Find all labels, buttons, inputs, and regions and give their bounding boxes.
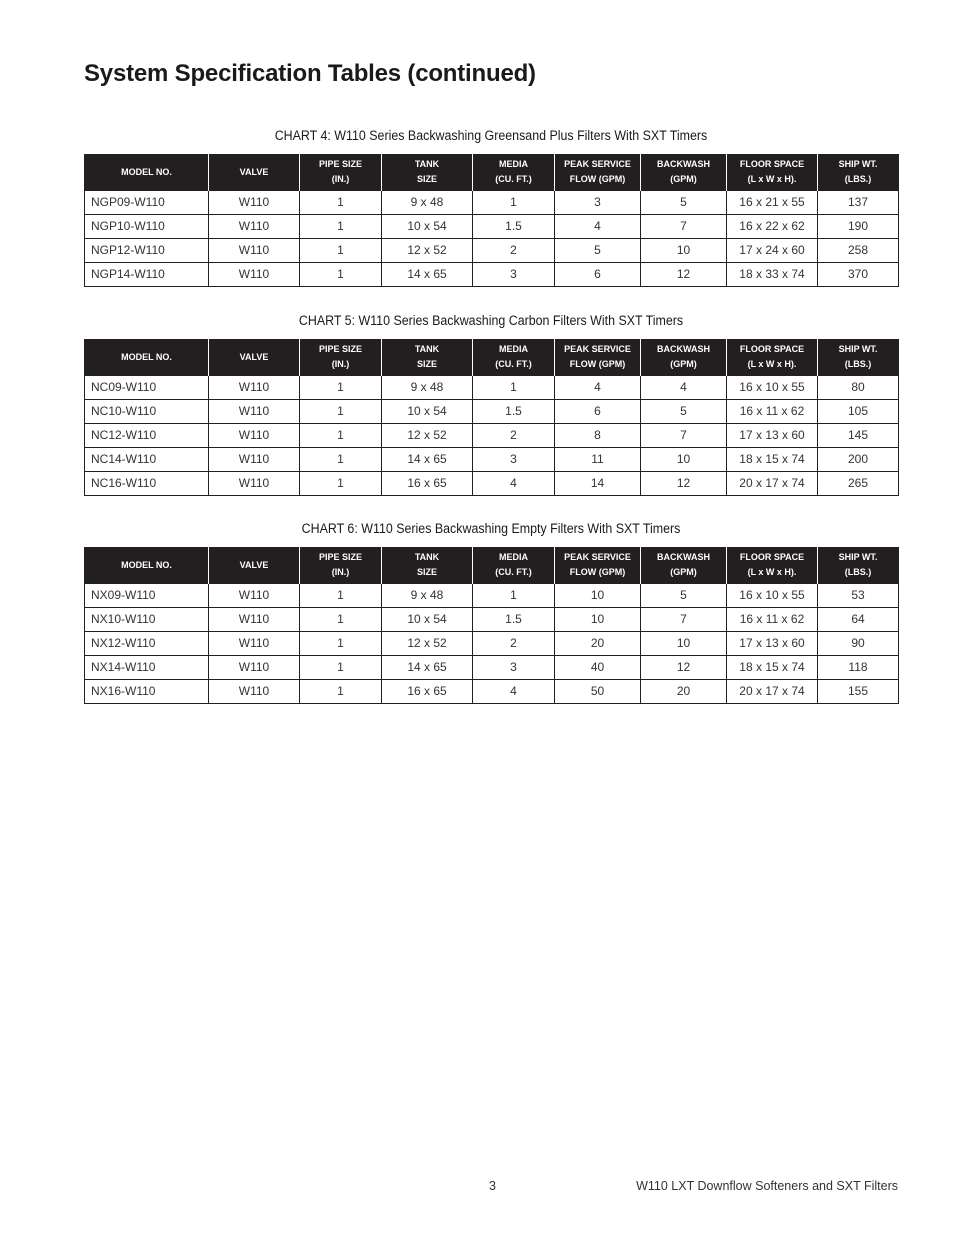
table-cell: 53 xyxy=(818,584,899,608)
column-header xyxy=(300,154,382,191)
column-header-line: PEAK SERVICE xyxy=(564,159,631,169)
table-cell: 14 x 65 xyxy=(382,448,473,472)
column-header xyxy=(300,547,382,584)
column-header-line: TANK xyxy=(414,159,440,169)
table-cell: W110 xyxy=(209,424,300,448)
column-header xyxy=(382,339,473,376)
column-header-line: PIPE SIZE xyxy=(318,159,362,169)
column-header xyxy=(555,154,641,191)
table-cell: 12 x 52 xyxy=(382,632,473,656)
column-header xyxy=(641,547,727,584)
spec-table xyxy=(84,547,899,704)
column-header xyxy=(473,339,555,376)
table-cell: W110 xyxy=(209,191,300,215)
table-cell: 7 xyxy=(641,608,727,632)
table-cell: 7 xyxy=(641,424,727,448)
column-header-line: (CU. FT.) xyxy=(495,567,532,577)
table-cell: NGP09-W110 xyxy=(85,191,209,215)
table-cell: 12 xyxy=(641,656,727,680)
column-header-line: BACKWASH xyxy=(657,344,710,354)
table-cell: W110 xyxy=(209,448,300,472)
table-cell: W110 xyxy=(209,239,300,263)
column-header xyxy=(555,547,641,584)
table-cell: 8 xyxy=(555,424,641,448)
table-cell: 1 xyxy=(300,584,382,608)
column-header-line: VALVE xyxy=(239,351,269,362)
table-cell: NX14-W110 xyxy=(85,656,209,680)
table-cell: W110 xyxy=(209,584,300,608)
table-cell: 258 xyxy=(818,239,899,263)
column-header-line: FLOOR SPACE xyxy=(739,159,805,169)
table-cell: NX12-W110 xyxy=(85,632,209,656)
chart-caption: CHART 5: W110 Series Backwashing Carbon Filters With SXT Timers xyxy=(298,313,684,328)
table-cell: 20 xyxy=(555,632,641,656)
table-cell: 1 xyxy=(300,424,382,448)
table-cell: 3 xyxy=(555,191,641,215)
table-cell: W110 xyxy=(209,263,300,287)
table-cell: 1 xyxy=(300,656,382,680)
table-cell: 10 x 54 xyxy=(382,215,473,239)
column-header xyxy=(555,339,641,376)
table-cell: 1 xyxy=(300,680,382,704)
chart-caption: CHART 6: W110 Series Backwashing Empty Filters With SXT Timers xyxy=(301,521,681,536)
table-row xyxy=(85,472,899,496)
footer-document-title: W110 LXT Downflow Softeners and SXT Filters xyxy=(636,1179,898,1193)
column-header-line: (CU. FT.) xyxy=(495,174,532,184)
column-header xyxy=(727,339,818,376)
table-cell: NC09-W110 xyxy=(85,376,209,400)
table-row xyxy=(85,191,899,215)
table-cell: 5 xyxy=(641,191,727,215)
chart-6 xyxy=(84,520,898,704)
table-cell: 10 xyxy=(641,632,727,656)
spec-table xyxy=(84,154,899,287)
table-row xyxy=(85,215,899,239)
table-cell: W110 xyxy=(209,376,300,400)
table-cell: 14 x 65 xyxy=(382,656,473,680)
column-header-line: SHIP WT. xyxy=(838,159,878,169)
table-cell: 9 x 48 xyxy=(382,584,473,608)
table-cell: NC12-W110 xyxy=(85,424,209,448)
table-cell: NGP14-W110 xyxy=(85,263,209,287)
table-cell: 16 x 21 x 55 xyxy=(727,191,818,215)
table-cell: 1 xyxy=(300,400,382,424)
table-cell: 5 xyxy=(641,400,727,424)
table-cell: W110 xyxy=(209,215,300,239)
table-cell: 1.5 xyxy=(473,400,555,424)
column-header xyxy=(818,154,899,191)
table-cell: 17 x 13 x 60 xyxy=(727,424,818,448)
table-cell: 105 xyxy=(818,400,899,424)
column-header-line: (IN.) xyxy=(331,567,350,577)
column-header xyxy=(818,339,899,376)
column-header xyxy=(473,547,555,584)
table-cell: NC16-W110 xyxy=(85,472,209,496)
table-cell: 1 xyxy=(300,608,382,632)
table-cell: 7 xyxy=(641,215,727,239)
column-header-line: (LBS.) xyxy=(844,174,872,184)
column-header-line: BACKWASH xyxy=(657,159,710,169)
column-header-line: (GPM) xyxy=(670,567,697,577)
column-header xyxy=(473,154,555,191)
table-cell: 18 x 33 x 74 xyxy=(727,263,818,287)
page-title: System Specification Tables (continued) xyxy=(84,60,536,87)
table-cell: 1 xyxy=(300,191,382,215)
table-cell: 10 x 54 xyxy=(382,400,473,424)
table-cell: 2 xyxy=(473,424,555,448)
chart-4 xyxy=(84,127,898,287)
table-cell: 145 xyxy=(818,424,899,448)
table-row xyxy=(85,584,899,608)
table-cell: NC14-W110 xyxy=(85,448,209,472)
table-cell: 4 xyxy=(641,376,727,400)
table-row xyxy=(85,608,899,632)
table-cell: 40 xyxy=(555,656,641,680)
column-header-line: TANK xyxy=(414,344,440,354)
table-cell: 10 xyxy=(555,608,641,632)
column-header xyxy=(209,154,300,191)
table-cell: 2 xyxy=(473,632,555,656)
column-header-line: (LBS.) xyxy=(844,359,872,369)
column-header-line: MEDIA xyxy=(499,344,528,354)
table-cell: 1 xyxy=(473,191,555,215)
table-cell: 1 xyxy=(300,215,382,239)
table-cell: 16 x 10 x 55 xyxy=(727,584,818,608)
table-cell: 2 xyxy=(473,239,555,263)
column-header-line: TANK xyxy=(414,552,440,562)
column-header-line: MODEL NO. xyxy=(121,559,172,570)
table-cell: 12 x 52 xyxy=(382,424,473,448)
column-header-line: MODEL NO. xyxy=(121,351,172,362)
column-header-line: VALVE xyxy=(239,559,269,570)
table-cell: 1 xyxy=(473,376,555,400)
column-header-line: FLOW (GPM) xyxy=(569,174,626,184)
table-cell: 3 xyxy=(473,656,555,680)
table-cell: 12 x 52 xyxy=(382,239,473,263)
table-cell: 4 xyxy=(473,680,555,704)
table-cell: 80 xyxy=(818,376,899,400)
column-header xyxy=(85,339,209,376)
column-header-line: PIPE SIZE xyxy=(318,552,362,562)
column-header-line: (LBS.) xyxy=(844,567,872,577)
table-cell: 18 x 15 x 74 xyxy=(727,656,818,680)
table-cell: 200 xyxy=(818,448,899,472)
table-cell: 16 x 65 xyxy=(382,680,473,704)
table-cell: 6 xyxy=(555,400,641,424)
table-cell: 9 x 48 xyxy=(382,191,473,215)
column-header xyxy=(382,154,473,191)
table-cell: 16 x 10 x 55 xyxy=(727,376,818,400)
column-header xyxy=(818,547,899,584)
table-cell: W110 xyxy=(209,680,300,704)
column-header xyxy=(209,547,300,584)
table-cell: 12 xyxy=(641,263,727,287)
column-header-line: BACKWASH xyxy=(657,552,710,562)
column-header xyxy=(641,154,727,191)
column-header-line: SIZE xyxy=(416,359,437,369)
table-cell: 6 xyxy=(555,263,641,287)
column-header xyxy=(85,547,209,584)
table-cell: 190 xyxy=(818,215,899,239)
column-header-line: MEDIA xyxy=(499,552,528,562)
table-cell: NX10-W110 xyxy=(85,608,209,632)
table-cell: 137 xyxy=(818,191,899,215)
table-row xyxy=(85,400,899,424)
spec-table xyxy=(84,339,899,496)
table-cell: 14 xyxy=(555,472,641,496)
column-header-line: (GPM) xyxy=(670,359,697,369)
table-cell: 16 x 22 x 62 xyxy=(727,215,818,239)
table-cell: 10 xyxy=(641,448,727,472)
column-header-line: FLOW (GPM) xyxy=(569,567,626,577)
column-header-line: FLOW (GPM) xyxy=(569,359,626,369)
column-header-line: FLOOR SPACE xyxy=(739,344,805,354)
column-header-line: SHIP WT. xyxy=(838,552,878,562)
table-cell: 1 xyxy=(300,448,382,472)
table-row xyxy=(85,424,899,448)
table-cell: 155 xyxy=(818,680,899,704)
table-cell: 10 xyxy=(641,239,727,263)
column-header-line: PEAK SERVICE xyxy=(564,552,631,562)
table-cell: NC10-W110 xyxy=(85,400,209,424)
column-header xyxy=(641,339,727,376)
table-header-row xyxy=(85,339,899,376)
table-cell: 16 x 11 x 62 xyxy=(727,608,818,632)
chart-5 xyxy=(84,312,898,496)
table-cell: 16 x 65 xyxy=(382,472,473,496)
table-cell: 20 x 17 x 74 xyxy=(727,472,818,496)
table-cell: 20 xyxy=(641,680,727,704)
table-cell: 370 xyxy=(818,263,899,287)
column-header-line: SIZE xyxy=(416,174,437,184)
page-number: 3 xyxy=(489,1179,496,1193)
table-header-row xyxy=(85,547,899,584)
table-cell: W110 xyxy=(209,400,300,424)
column-header-line: SIZE xyxy=(416,567,437,577)
table-cell: 9 x 48 xyxy=(382,376,473,400)
table-cell: 10 x 54 xyxy=(382,608,473,632)
table-cell: NGP10-W110 xyxy=(85,215,209,239)
table-cell: W110 xyxy=(209,656,300,680)
table-cell: 18 x 15 x 74 xyxy=(727,448,818,472)
table-cell: W110 xyxy=(209,472,300,496)
column-header xyxy=(209,339,300,376)
table-header-row xyxy=(85,154,899,191)
table-cell: 1.5 xyxy=(473,215,555,239)
column-header-line: (L x W x H). xyxy=(747,359,797,369)
table-cell: NX16-W110 xyxy=(85,680,209,704)
table-row xyxy=(85,656,899,680)
column-header-line: FLOOR SPACE xyxy=(739,552,805,562)
column-header xyxy=(300,339,382,376)
column-header-line: (IN.) xyxy=(331,359,350,369)
table-row xyxy=(85,376,899,400)
table-row xyxy=(85,239,899,263)
table-cell: NGP12-W110 xyxy=(85,239,209,263)
table-cell: 20 x 17 x 74 xyxy=(727,680,818,704)
column-header-line: PEAK SERVICE xyxy=(564,344,631,354)
table-cell: 4 xyxy=(473,472,555,496)
column-header xyxy=(85,154,209,191)
table-cell: 3 xyxy=(473,263,555,287)
table-cell: 17 x 24 x 60 xyxy=(727,239,818,263)
table-row xyxy=(85,632,899,656)
column-header-line: SHIP WT. xyxy=(838,344,878,354)
table-cell: 17 x 13 x 60 xyxy=(727,632,818,656)
table-cell: 64 xyxy=(818,608,899,632)
column-header-line: MODEL NO. xyxy=(121,166,172,177)
table-cell: W110 xyxy=(209,608,300,632)
column-header-line: (L x W x H). xyxy=(747,567,797,577)
column-header-line: PIPE SIZE xyxy=(318,344,362,354)
table-cell: 16 x 11 x 62 xyxy=(727,400,818,424)
table-cell: 4 xyxy=(555,376,641,400)
table-cell: 1 xyxy=(300,263,382,287)
table-cell: 14 x 65 xyxy=(382,263,473,287)
table-cell: 1.5 xyxy=(473,608,555,632)
table-cell: 90 xyxy=(818,632,899,656)
column-header-line: VALVE xyxy=(239,166,269,177)
column-header xyxy=(727,547,818,584)
table-cell: 3 xyxy=(473,448,555,472)
table-cell: W110 xyxy=(209,632,300,656)
table-cell: 5 xyxy=(641,584,727,608)
column-header xyxy=(727,154,818,191)
column-header xyxy=(382,547,473,584)
table-cell: 1 xyxy=(473,584,555,608)
column-header-line: (L x W x H). xyxy=(747,174,797,184)
table-cell: 4 xyxy=(555,215,641,239)
table-cell: 1 xyxy=(300,239,382,263)
chart-caption: CHART 4: W110 Series Backwashing Greensand Plus Filters With SXT Timers xyxy=(274,128,708,143)
table-cell: 11 xyxy=(555,448,641,472)
table-cell: 1 xyxy=(300,472,382,496)
column-header-line: MEDIA xyxy=(499,159,528,169)
table-cell: 5 xyxy=(555,239,641,263)
table-cell: 265 xyxy=(818,472,899,496)
table-cell: 10 xyxy=(555,584,641,608)
column-header-line: (IN.) xyxy=(331,174,350,184)
table-row xyxy=(85,448,899,472)
table-row xyxy=(85,263,899,287)
table-cell: 1 xyxy=(300,376,382,400)
column-header-line: (GPM) xyxy=(670,174,697,184)
column-header-line: (CU. FT.) xyxy=(495,359,532,369)
table-row xyxy=(85,680,899,704)
table-cell: 12 xyxy=(641,472,727,496)
table-cell: NX09-W110 xyxy=(85,584,209,608)
table-cell: 118 xyxy=(818,656,899,680)
table-cell: 50 xyxy=(555,680,641,704)
table-cell: 1 xyxy=(300,632,382,656)
